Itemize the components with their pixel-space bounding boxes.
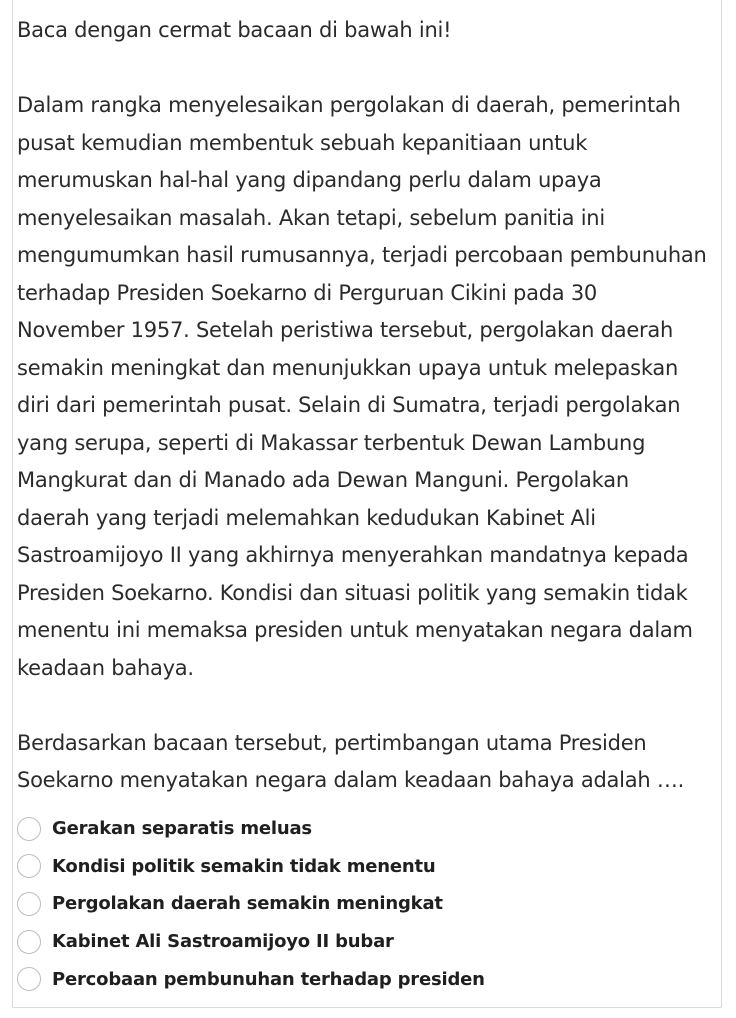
answer-option-2[interactable] — [17, 848, 697, 886]
answer-option-label: Kondisi politik semakin tidak menentu — [52, 855, 436, 877]
radio-button[interactable] — [17, 930, 41, 954]
question-content — [17, 12, 707, 800]
radio-button[interactable] — [17, 817, 41, 841]
answer-option-4[interactable] — [17, 923, 697, 961]
answer-option-3[interactable] — [17, 885, 697, 923]
question-instruction: Baca dengan cermat bacaan di bawah ini! — [17, 18, 452, 42]
answer-options — [17, 810, 697, 998]
question-prompt: Berdasarkan bacaan tersebut, pertimbangan utama Presiden Soekarno menyatakan negara dalam keadaan bahaya adalah …. — [17, 730, 685, 792]
radio-button[interactable] — [17, 892, 41, 916]
answer-option-label: Kabinet Ali Sastroamijoyo II bubar — [52, 931, 394, 953]
answer-option-5[interactable] — [17, 960, 697, 998]
reading-passage: Dalam rangka menyelesaikan pergolakan di daerah, pemerintah pusat kemudian membentuk sebuah kepanitiaan untuk merumuskan hal-hal yang dipandang perlu dalam upaya menyelesaikan masalah. Akan tetapi, sebelum panitia ini mengumumkan hasil rumusannya, terjadi percobaan pembunuhan terhadap Presiden Soekarno di Perguruan Cikini pada 30 November 1957. Setelah peristiwa tersebut, pergolakan daerah semakin meningkat dan menunjukkan upaya untuk melepaskan diri dari pemerintah pusat. Selain di Sumatra, terjadi pergolakan yang serupa, seperti di Makassar terbentuk Dewan Lambung Mangkurat dan di Manado ada Dewan Manguni. Pergolakan daerah yang terjadi melemahkan kedudukan Kabinet Ali Sastroamijoyo II yang akhirnya menyerahkan mandatnya kepada Presiden Soekarno. Kondisi dan situasi politik yang semakin tidak menentu ini memaksa presiden untuk menyatakan negara dalam keadaan bahaya. — [17, 93, 707, 680]
radio-button[interactable] — [17, 967, 41, 991]
radio-button[interactable] — [17, 854, 41, 878]
answer-option-label: Percobaan pembunuhan terhadap presiden — [52, 968, 485, 990]
answer-option-label: Gerakan separatis meluas — [52, 818, 312, 840]
answer-option-1[interactable] — [17, 810, 697, 848]
answer-option-label: Pergolakan daerah semakin meningkat — [52, 893, 443, 915]
